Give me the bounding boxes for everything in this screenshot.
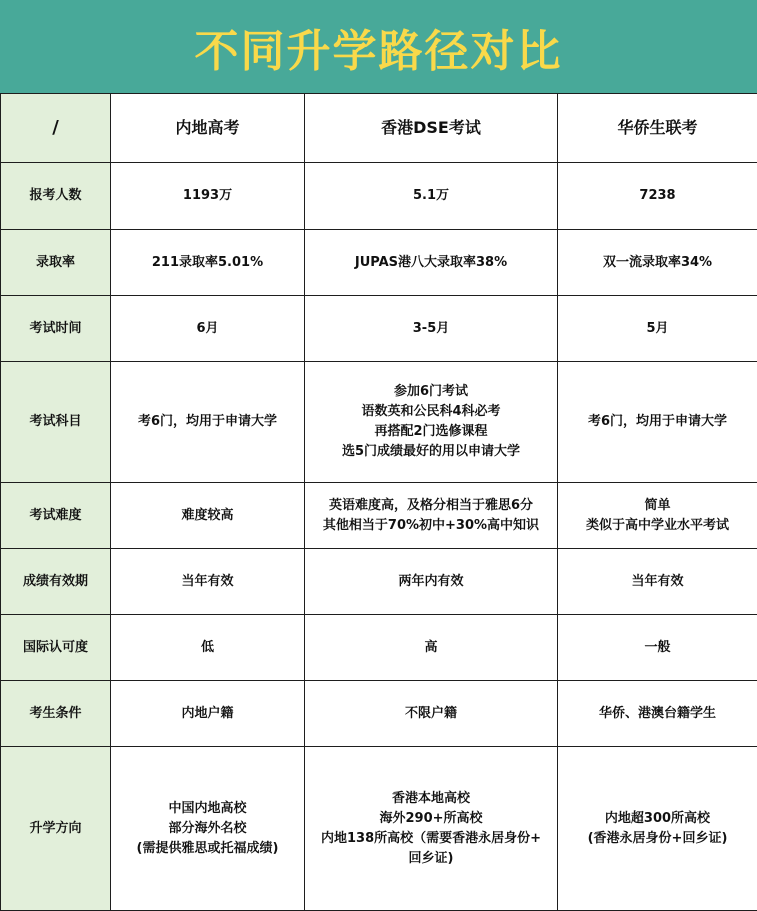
table-cell [305, 681, 558, 747]
cell-text-line: 高 [309, 638, 553, 658]
header-dse: 香港DSE考试 [305, 94, 558, 163]
table-cell [111, 483, 305, 549]
cell-text-line: 5.1万 [309, 186, 553, 206]
table-row-exam-subjects [1, 362, 757, 483]
row-label: 成绩有效期 [1, 549, 111, 615]
table-cell [305, 549, 558, 615]
cell-text-line: (需提供雅思或托福成绩) [115, 839, 300, 859]
cell-text-line: 其他相当于70%初中+30%高中知识 [309, 516, 553, 536]
cell-text-line: 不限户籍 [309, 704, 553, 724]
table-cell [111, 163, 305, 230]
table-cell [558, 483, 757, 549]
cell-text-line: 3-5月 [309, 319, 553, 339]
cell-text-line: 香港本地高校 [309, 789, 553, 809]
cell-text-line: 简单 [562, 496, 753, 516]
cell-text-line: 5月 [562, 319, 753, 339]
cell-text-line: 再搭配2门选修课程 [309, 422, 553, 442]
cell-text-line: 回乡证) [309, 849, 553, 869]
table-cell [305, 296, 558, 362]
cell-text-line: 内地户籍 [115, 704, 300, 724]
cell-text-line: 难度较高 [115, 506, 300, 526]
table-cell [111, 230, 305, 296]
row-label: 升学方向 [1, 747, 111, 911]
table-cell [305, 615, 558, 681]
table-cell [558, 549, 757, 615]
comparison-table [0, 93, 757, 911]
table-cell [305, 163, 558, 230]
cell-text-line: 海外290+所高校 [309, 809, 553, 829]
cell-text-line: 7238 [562, 186, 753, 206]
table-cell [558, 747, 757, 911]
cell-text-line: 低 [115, 638, 300, 658]
cell-text-line: 当年有效 [562, 572, 753, 592]
page-title: 不同升学路径对比 [195, 15, 563, 79]
table-cell [305, 230, 558, 296]
table-cell [558, 296, 757, 362]
row-label: 报考人数 [1, 163, 111, 230]
row-label: 考试科目 [1, 362, 111, 483]
cell-text-line: 当年有效 [115, 572, 300, 592]
table-row-admission-rate [1, 230, 757, 296]
table-cell [558, 163, 757, 230]
row-label: 国际认可度 [1, 615, 111, 681]
cell-text-line: 中国内地高校 [115, 799, 300, 819]
table-row-exam-time [1, 296, 757, 362]
table-row-study-destination [1, 747, 757, 911]
cell-text-line: (香港永居身份+回乡证) [562, 829, 753, 849]
header-row [1, 94, 757, 163]
table-cell [305, 747, 558, 911]
table-row-eligibility [1, 681, 757, 747]
cell-text-line: 内地138所高校（需要香港永居身份+ [309, 829, 553, 849]
cell-text-line: 6月 [115, 319, 300, 339]
cell-text-line: 考6门，均用于申请大学 [115, 412, 300, 432]
table-row-exam-difficulty [1, 483, 757, 549]
table-cell [111, 747, 305, 911]
comparison-table-body [1, 94, 757, 911]
table-cell [305, 362, 558, 483]
cell-text-line: 一般 [562, 638, 753, 658]
table-row-international-recognition [1, 615, 757, 681]
row-label: 考生条件 [1, 681, 111, 747]
table-cell [558, 230, 757, 296]
title-banner [0, 0, 757, 93]
cell-text-line: 211录取率5.01% [115, 253, 300, 273]
header-overseas-chinese-exam: 华侨生联考 [558, 94, 757, 163]
cell-text-line: 华侨、港澳台籍学生 [562, 704, 753, 724]
table-cell [111, 362, 305, 483]
cell-text-line: JUPAS港八大录取率38% [309, 253, 553, 273]
cell-text-line: 内地超300所高校 [562, 809, 753, 829]
table-cell [558, 362, 757, 483]
cell-text-line: 类似于高中学业水平考试 [562, 516, 753, 536]
table-cell [111, 549, 305, 615]
cell-text-line: 参加6门考试 [309, 382, 553, 402]
cell-text-line: 部分海外名校 [115, 819, 300, 839]
table-row-score-validity [1, 549, 757, 615]
cell-text-line: 两年内有效 [309, 572, 553, 592]
table-row-exam-takers [1, 163, 757, 230]
table-cell [111, 681, 305, 747]
table-cell [558, 681, 757, 747]
cell-text-line: 选5门成绩最好的用以申请大学 [309, 442, 553, 462]
cell-text-line: 1193万 [115, 186, 300, 206]
row-label: 考试难度 [1, 483, 111, 549]
header-corner: / [1, 94, 111, 163]
table-cell [111, 296, 305, 362]
cell-text-line: 双一流录取率34% [562, 253, 753, 273]
row-label: 录取率 [1, 230, 111, 296]
table-cell [305, 483, 558, 549]
row-label: 考试时间 [1, 296, 111, 362]
table-cell [558, 615, 757, 681]
header-gaokao: 内地高考 [111, 94, 305, 163]
cell-text-line: 英语难度高，及格分相当于雅思6分 [309, 496, 553, 516]
cell-text-line: 考6门，均用于申请大学 [562, 412, 753, 432]
table-cell [111, 615, 305, 681]
cell-text-line: 语数英和公民科4科必考 [309, 402, 553, 422]
